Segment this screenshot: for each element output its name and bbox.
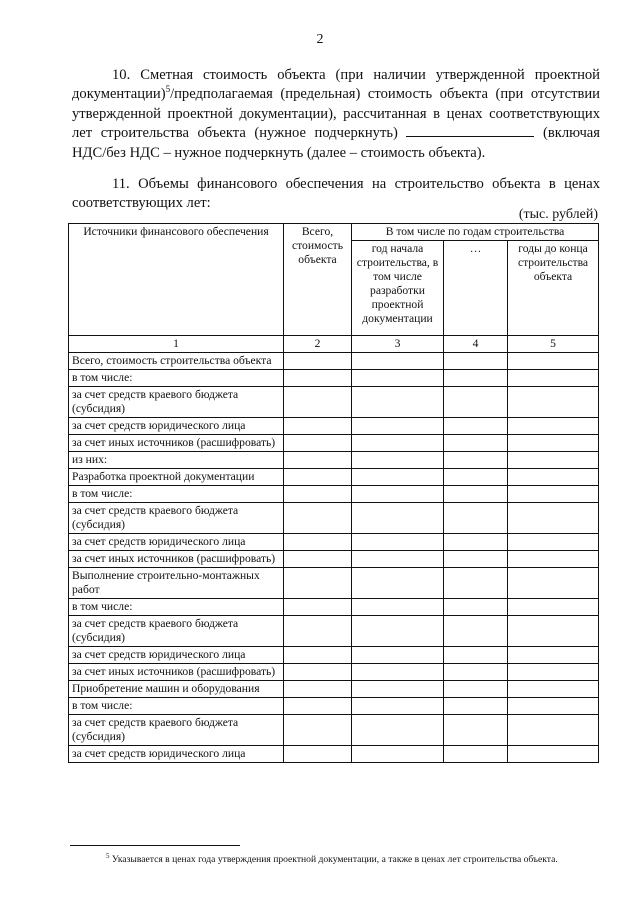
value-cell <box>444 418 508 435</box>
row-label: в том числе: <box>69 599 284 616</box>
value-cell <box>352 664 444 681</box>
value-cell <box>352 452 444 469</box>
value-cell <box>352 370 444 387</box>
value-cell <box>284 534 352 551</box>
value-cell <box>352 568 444 599</box>
value-cell <box>284 551 352 568</box>
value-cell <box>284 647 352 664</box>
value-cell <box>508 746 599 763</box>
value-cell <box>444 435 508 452</box>
value-cell <box>352 353 444 370</box>
value-cell <box>284 664 352 681</box>
value-cell <box>444 568 508 599</box>
paragraph-10 <box>72 66 600 163</box>
header-year-start: год начала строительства, в том числе разработки проектной документации <box>352 241 444 336</box>
value-cell <box>284 435 352 452</box>
table-row <box>69 698 599 715</box>
value-cell <box>284 616 352 647</box>
value-cell <box>444 599 508 616</box>
value-cell <box>352 534 444 551</box>
funding-table <box>68 223 599 763</box>
value-cell <box>508 715 599 746</box>
value-cell <box>284 698 352 715</box>
value-cell <box>284 469 352 486</box>
value-cell <box>284 418 352 435</box>
value-cell <box>444 746 508 763</box>
footnote-divider <box>70 845 240 846</box>
table-row <box>69 568 599 599</box>
value-cell <box>444 469 508 486</box>
value-cell <box>508 486 599 503</box>
value-cell <box>352 681 444 698</box>
row-label: за счет средств юридического лица <box>69 647 284 664</box>
table-row <box>69 469 599 486</box>
table-row <box>69 370 599 387</box>
header-ellipsis: … <box>444 241 508 336</box>
value-cell <box>352 418 444 435</box>
table-row <box>69 353 599 370</box>
row-label: Выполнение строительно-монтажных работ <box>69 568 284 599</box>
table-row <box>69 664 599 681</box>
paragraph-11-text: 11. Объемы финансового обеспечения на строительство объекта в ценах соответствующих лет: <box>72 176 600 212</box>
row-label: в том числе: <box>69 486 284 503</box>
value-cell <box>444 534 508 551</box>
paragraph-10-part-a: 10. Сметная стоимость объекта (при наличии утвержденной проектной документации) <box>72 67 600 103</box>
value-cell <box>444 647 508 664</box>
row-label: Разработка проектной документации <box>69 469 284 486</box>
row-label: за счет средств юридического лица <box>69 746 284 763</box>
value-cell <box>284 599 352 616</box>
value-cell <box>508 370 599 387</box>
table-row <box>69 647 599 664</box>
table-row <box>69 746 599 763</box>
value-cell <box>352 469 444 486</box>
table-row <box>69 534 599 551</box>
value-cell <box>508 664 599 681</box>
value-cell <box>508 387 599 418</box>
value-cell <box>508 353 599 370</box>
value-cell <box>352 647 444 664</box>
value-cell <box>352 486 444 503</box>
value-cell <box>352 746 444 763</box>
value-cell <box>508 681 599 698</box>
value-cell <box>284 486 352 503</box>
value-cell <box>508 503 599 534</box>
footnote <box>72 853 602 866</box>
row-label: за счет средств краевого бюджета (субсидия) <box>69 503 284 534</box>
value-cell <box>444 616 508 647</box>
paragraph-10-part-b: /предполагаемая (предельная) стоимость объекта (при отсутствии утвержденной проектной документации), рассчитанная в ценах соответствующих лет строительства объекта (нужное подчеркнуть) <box>72 86 600 142</box>
value-cell <box>508 647 599 664</box>
column-number: 2 <box>284 336 352 353</box>
value-cell <box>508 469 599 486</box>
table-row <box>69 418 599 435</box>
value-cell <box>444 715 508 746</box>
row-label: за счет иных источников (расшифровать) <box>69 551 284 568</box>
value-cell <box>352 551 444 568</box>
row-label: Всего, стоимость строительства объекта <box>69 353 284 370</box>
value-cell <box>444 452 508 469</box>
header-source: Источники финансового обеспечения <box>69 224 284 336</box>
row-label: за счет иных источников (расшифровать) <box>69 664 284 681</box>
paragraph-10-part-c: (включая НДС/без НДС – нужное подчеркнуть (далее – стоимость объекта). <box>72 125 600 161</box>
row-label: за счет средств юридического лица <box>69 534 284 551</box>
row-label: за счет средств краевого бюджета (субсидия) <box>69 616 284 647</box>
value-cell <box>352 715 444 746</box>
value-cell <box>352 698 444 715</box>
value-cell <box>284 387 352 418</box>
column-number: 1 <box>69 336 284 353</box>
row-label: за счет иных источников (расшифровать) <box>69 435 284 452</box>
value-cell <box>444 387 508 418</box>
value-cell <box>508 551 599 568</box>
table-row <box>69 486 599 503</box>
row-label: в том числе: <box>69 698 284 715</box>
value-cell <box>508 452 599 469</box>
table-row <box>69 435 599 452</box>
value-cell <box>444 486 508 503</box>
value-cell <box>352 387 444 418</box>
table-row <box>69 616 599 647</box>
table-row <box>69 503 599 534</box>
value-cell <box>508 435 599 452</box>
value-cell <box>444 353 508 370</box>
column-number: 4 <box>444 336 508 353</box>
footnote-reference: 5 <box>165 84 171 95</box>
value-cell <box>444 681 508 698</box>
footnote-mark: 5 <box>106 851 110 860</box>
blank-fill-line <box>406 124 534 137</box>
value-cell <box>444 664 508 681</box>
unit-label: (тыс. рублей) <box>518 207 598 222</box>
value-cell <box>508 534 599 551</box>
table-row <box>69 387 599 418</box>
value-cell <box>284 503 352 534</box>
row-label: из них: <box>69 452 284 469</box>
value-cell <box>444 698 508 715</box>
value-cell <box>284 568 352 599</box>
value-cell <box>444 370 508 387</box>
table-row <box>69 715 599 746</box>
header-years-to-end: годы до конца строительства объекта <box>508 241 599 336</box>
footnote-text: Указывается в ценах года утверждения проектной документации, а также в ценах лет строительства объекта. <box>111 854 558 865</box>
table-row <box>69 551 599 568</box>
value-cell <box>508 616 599 647</box>
row-label: за счет средств краевого бюджета (субсидия) <box>69 387 284 418</box>
column-number: 3 <box>352 336 444 353</box>
header-by-years: В том числе по годам строительства <box>352 224 599 241</box>
value-cell <box>508 698 599 715</box>
row-label: за счет средств краевого бюджета (субсидия) <box>69 715 284 746</box>
value-cell <box>284 353 352 370</box>
row-label: Приобретение машин и оборудования <box>69 681 284 698</box>
value-cell <box>352 616 444 647</box>
table-row <box>69 452 599 469</box>
table-row <box>69 599 599 616</box>
value-cell <box>284 715 352 746</box>
value-cell <box>284 681 352 698</box>
value-cell <box>352 599 444 616</box>
value-cell <box>284 370 352 387</box>
value-cell <box>284 746 352 763</box>
value-cell <box>352 435 444 452</box>
row-label: за счет средств юридического лица <box>69 418 284 435</box>
row-label: в том числе: <box>69 370 284 387</box>
page-number: 2 <box>316 32 324 47</box>
value-cell <box>444 551 508 568</box>
value-cell <box>444 503 508 534</box>
value-cell <box>352 503 444 534</box>
value-cell <box>508 418 599 435</box>
value-cell <box>508 599 599 616</box>
value-cell <box>508 568 599 599</box>
header-total: Всего, стоимость объекта <box>284 224 352 336</box>
value-cell <box>284 452 352 469</box>
column-number: 5 <box>508 336 599 353</box>
table-row <box>69 681 599 698</box>
